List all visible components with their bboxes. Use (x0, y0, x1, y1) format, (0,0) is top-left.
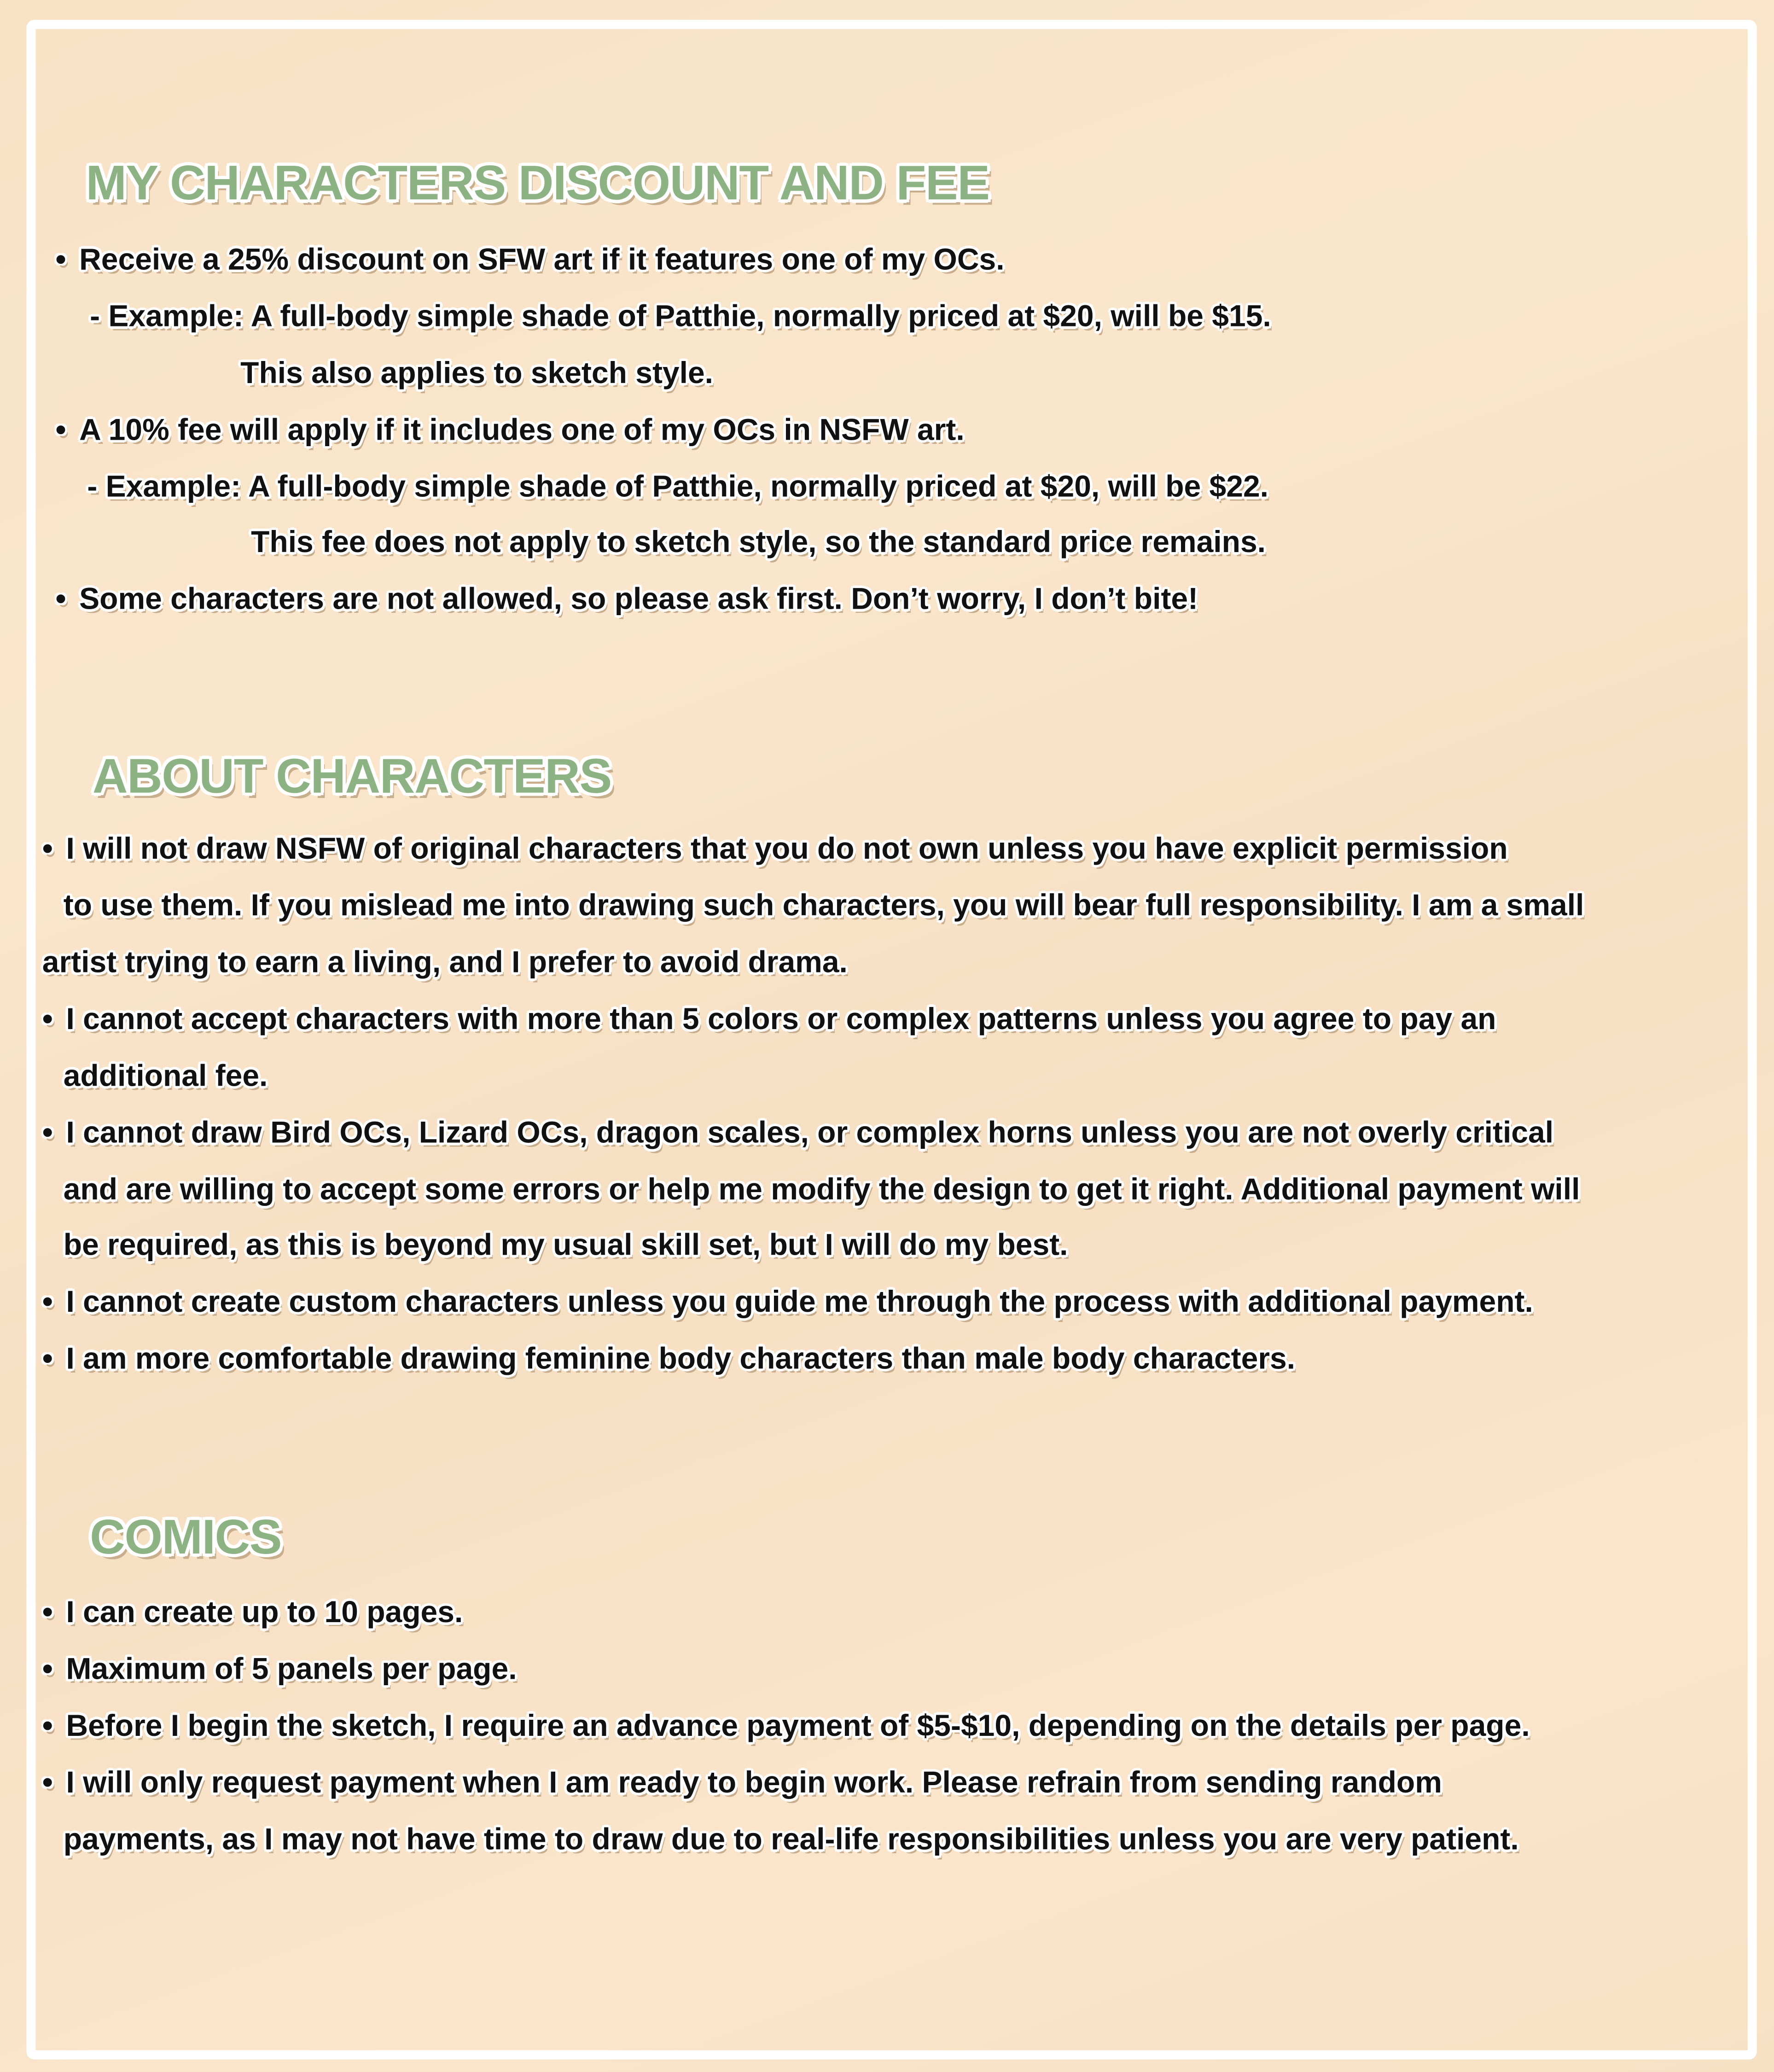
rule-line: payments, as I may not have time to draw due to real-life responsibilities unless you are very patient. (63, 1822, 1519, 1856)
rule-line: I cannot accept characters with more than 5 colors or complex patterns unless you agree to pay an (66, 1001, 1496, 1036)
rule-line: Maximum of 5 panels per page. (66, 1651, 517, 1686)
rule-line: I can create up to 10 pages. (66, 1594, 463, 1629)
rule-line: A 10% fee will apply if it includes one of my OCs in NSFW art. (79, 412, 965, 447)
bullet-icon: • (42, 1341, 53, 1375)
bullet-icon: • (42, 1001, 53, 1036)
bullet-icon: • (42, 1764, 53, 1799)
rule-line: I am more comfortable drawing feminine body characters than male body characters. (66, 1341, 1296, 1375)
bullet-icon: • (42, 1708, 53, 1743)
rule-line: Before I begin the sketch, I require an advance payment of $5-$10, depending on the details per page. (66, 1708, 1530, 1743)
rule-line: This fee does not apply to sketch style, so the standard price remains. (251, 524, 1266, 559)
section-heading: MY CHARACTERS DISCOUNT AND FEE (86, 156, 989, 210)
section-heading: COMICS (90, 1510, 282, 1564)
bullet-icon: • (42, 1651, 53, 1686)
bullet-icon: • (42, 1594, 53, 1629)
rule-line: I will only request payment when I am ready to begin work. Please refrain from sending random (66, 1764, 1442, 1799)
rule-line: and are willing to accept some errors or help me modify the design to get it right. Additional payment will (63, 1171, 1580, 1206)
rule-line: additional fee. (63, 1058, 268, 1093)
rule-line: to use them. If you mislead me into drawing such characters, you will bear full responsibility. I am a small (63, 887, 1584, 922)
bullet-icon: • (42, 1284, 53, 1319)
bullet-icon: • (55, 412, 66, 447)
bullet-icon: • (42, 831, 53, 866)
rule-line: - Example: A full-body simple shade of Patthie, normally priced at $20, will be $22. (87, 469, 1269, 504)
rule-line: Receive a 25% discount on SFW art if it features one of my OCs. (79, 242, 1005, 276)
bullet-icon: • (55, 242, 66, 276)
rule-line: be required, as this is beyond my usual skill set, but I will do my best. (63, 1227, 1068, 1262)
section-heading: ABOUT CHARACTERS (92, 749, 611, 803)
rule-line: This also applies to sketch style. (240, 355, 713, 390)
bullet-icon: • (42, 1115, 53, 1150)
rule-line: artist trying to earn a living, and I prefer to avoid drama. (42, 944, 848, 979)
rule-line: I cannot draw Bird OCs, Lizard OCs, dragon scales, or complex horns unless you are not overly critical (66, 1115, 1554, 1150)
rule-line: - Example: A full-body simple shade of Patthie, normally priced at $20, will be $15. (90, 298, 1271, 333)
rule-line: Some characters are not allowed, so please ask first. Don’t worry, I don’t bite! (79, 581, 1198, 616)
rule-line: I cannot create custom characters unless you guide me through the process with additional payment. (66, 1284, 1533, 1319)
bullet-icon: • (55, 581, 66, 616)
rule-line: I will not draw NSFW of original characters that you do not own unless you have explicit permission (66, 831, 1508, 866)
